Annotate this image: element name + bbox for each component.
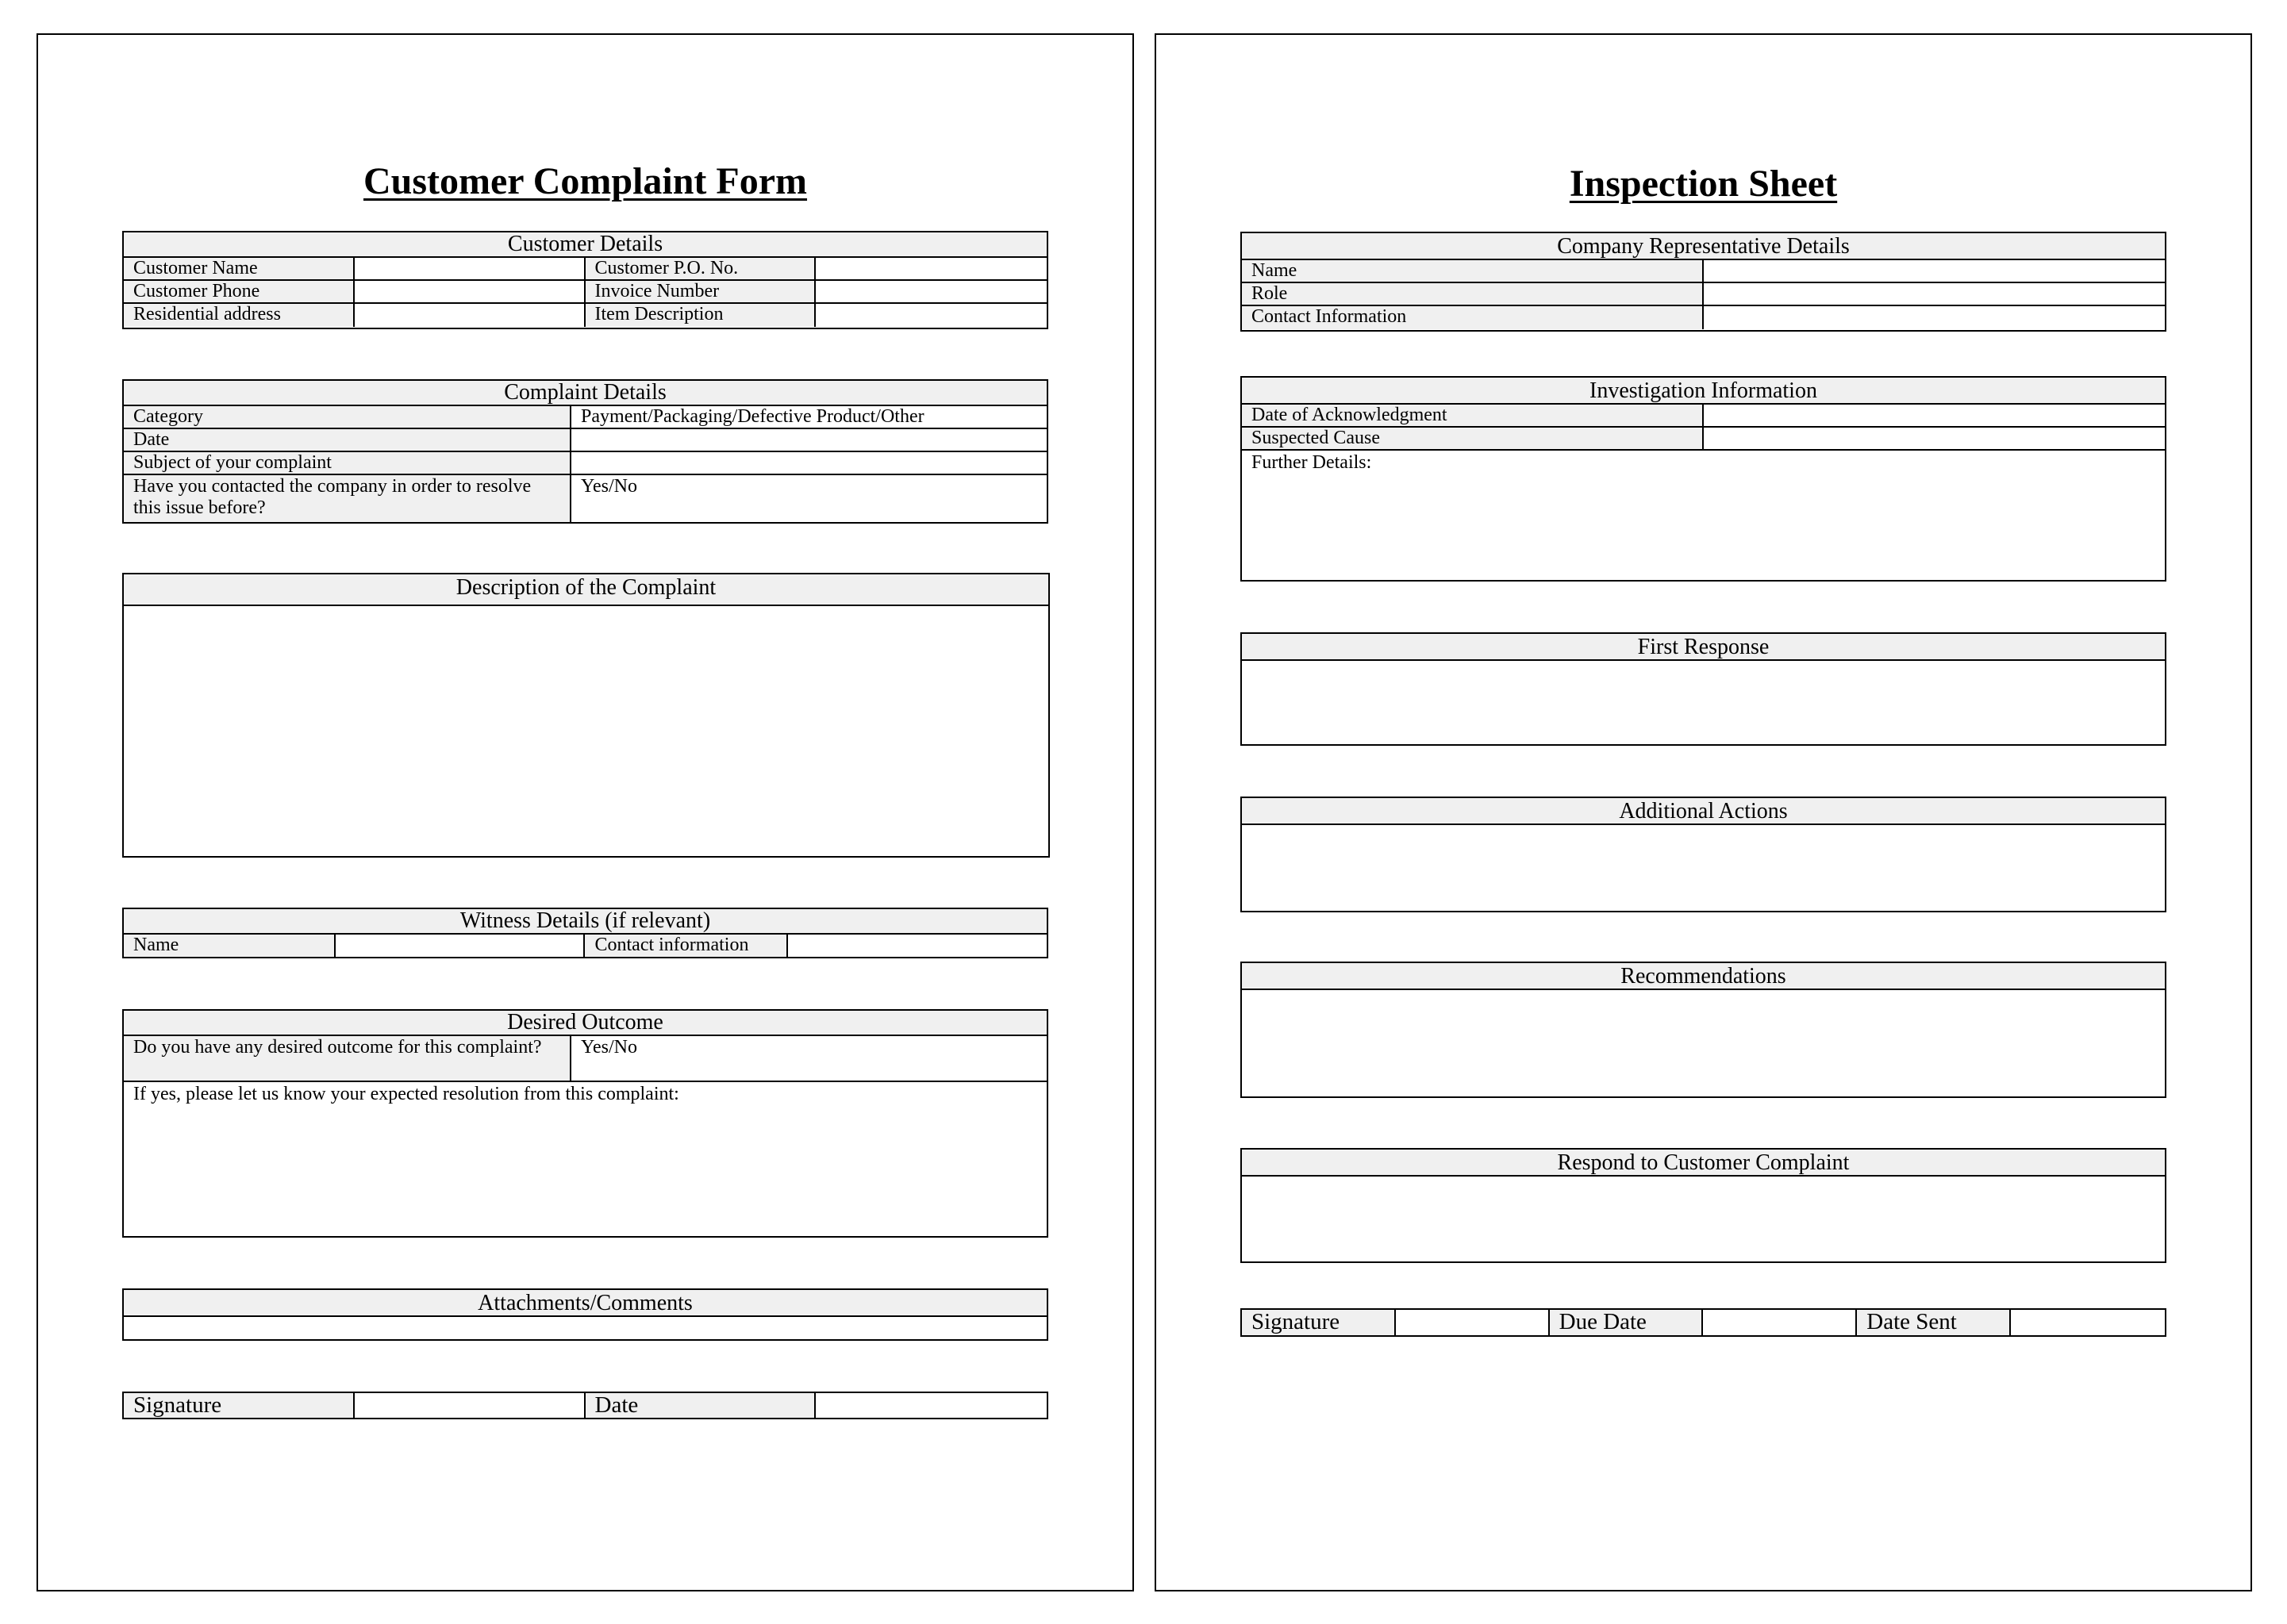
table-row <box>124 1393 1047 1418</box>
section-header: Customer Details <box>124 232 1047 258</box>
respond-section <box>1240 1148 2166 1263</box>
subject-field[interactable] <box>571 452 1047 474</box>
field-label: Customer P.O. No. <box>586 258 817 279</box>
customer-po-field[interactable] <box>816 258 1047 279</box>
section-header: Attachments/Comments <box>124 1290 1047 1317</box>
investigation-section <box>1240 376 2166 582</box>
description-field[interactable] <box>124 606 1048 856</box>
table-row <box>124 258 1047 281</box>
table-row <box>1242 1310 2165 1335</box>
table-row <box>124 281 1047 304</box>
field-label: Name <box>1242 260 1704 282</box>
table-row <box>124 452 1047 475</box>
due-date-field[interactable] <box>1703 1310 1857 1335</box>
witness-contact-field[interactable] <box>788 935 1047 957</box>
field-label: Residential address <box>124 304 355 327</box>
customer-phone-field[interactable] <box>355 281 586 302</box>
description-section <box>122 573 1050 858</box>
section-header: Description of the Complaint <box>124 574 1048 606</box>
rep-contact-field[interactable] <box>1704 306 2166 329</box>
field-label: Role <box>1242 283 1704 305</box>
attachments-section <box>122 1288 1048 1341</box>
section-header: Recommendations <box>1242 963 2165 990</box>
field-label: Contact Information <box>1242 306 1704 329</box>
table-row <box>1242 428 2165 451</box>
field-label: Signature <box>124 1393 355 1418</box>
desired-outcome-section <box>122 1009 1048 1238</box>
field-label: Customer Name <box>124 258 355 279</box>
witness-name-field[interactable] <box>336 935 585 957</box>
field-label: Contact information <box>585 935 788 957</box>
rep-role-field[interactable] <box>1704 283 2166 305</box>
table-row <box>1242 405 2165 428</box>
rep-name-field[interactable] <box>1704 260 2166 282</box>
section-header: Additional Actions <box>1242 798 2165 825</box>
table-row <box>124 429 1047 452</box>
section-header: Desired Outcome <box>124 1011 1047 1036</box>
contacted-before-field[interactable]: Yes/No <box>581 476 637 497</box>
acknowledgment-date-field[interactable] <box>1704 405 2166 426</box>
field-label: Have you contacted the company in order to resolve this issue before? <box>124 475 571 522</box>
table-row <box>1242 260 2165 283</box>
table-row <box>1242 306 2165 329</box>
table-row <box>124 475 1047 522</box>
section-header: Complaint Details <box>124 381 1047 406</box>
recommendations-section <box>1240 962 2166 1098</box>
customer-complaint-page <box>37 33 1134 1591</box>
field-label: Signature <box>1242 1310 1396 1335</box>
page-title: Customer Complaint Form <box>363 160 808 202</box>
item-description-field[interactable] <box>816 304 1047 327</box>
field-label: Date <box>586 1393 817 1418</box>
table-row <box>124 1036 1047 1082</box>
signature-field[interactable] <box>1396 1310 1550 1335</box>
company-rep-table <box>1240 232 2166 332</box>
complaint-details-table <box>122 379 1048 524</box>
recommendations-field[interactable] <box>1242 990 2165 1096</box>
customer-details-table <box>122 231 1048 329</box>
field-label: Date of Acknowledgment <box>1242 405 1704 426</box>
suspected-cause-field[interactable] <box>1704 428 2166 449</box>
date-field[interactable] <box>571 429 1047 451</box>
table-row <box>124 406 1047 429</box>
field-label: Suspected Cause <box>1242 428 1704 449</box>
signature-table <box>122 1392 1048 1419</box>
additional-actions-field[interactable] <box>1242 825 2165 911</box>
section-header: First Response <box>1242 634 2165 661</box>
signature-date-field[interactable] <box>816 1393 1047 1418</box>
section-header: Witness Details (if relevant) <box>124 909 1047 935</box>
field-label: Invoice Number <box>586 281 817 302</box>
witness-details-table <box>122 908 1048 958</box>
inspection-sheet-page <box>1155 33 2252 1591</box>
additional-actions-section <box>1240 797 2166 912</box>
customer-name-field[interactable] <box>355 258 586 279</box>
further-details-field[interactable]: Further Details: <box>1251 452 1372 473</box>
attachments-field[interactable] <box>124 1317 1047 1339</box>
table-row <box>1242 283 2165 306</box>
section-header: Investigation Information <box>1242 378 2165 405</box>
date-sent-field[interactable] <box>2011 1310 2165 1335</box>
field-label: Date <box>124 429 571 451</box>
desired-outcome-answer[interactable]: Yes/No <box>581 1037 637 1058</box>
field-label: Category <box>124 406 571 428</box>
field-label: Subject of your complaint <box>124 452 571 474</box>
section-header: Company Representative Details <box>1242 233 2165 260</box>
invoice-number-field[interactable] <box>816 281 1047 302</box>
expected-resolution-field[interactable]: If yes, please let us know your expected resolution from this complaint: <box>133 1084 679 1104</box>
field-label: Date Sent <box>1857 1310 2011 1335</box>
field-label: Item Description <box>586 304 817 327</box>
first-response-field[interactable] <box>1242 661 2165 744</box>
field-label: Customer Phone <box>124 281 355 302</box>
field-label: Name <box>124 935 336 957</box>
signature-field[interactable] <box>355 1393 586 1418</box>
first-response-section <box>1240 632 2166 746</box>
signature-table <box>1240 1308 2166 1337</box>
respond-field[interactable] <box>1242 1177 2165 1261</box>
table-row <box>124 304 1047 327</box>
page-title: Inspection Sheet <box>1569 163 1838 205</box>
table-row <box>124 935 1047 957</box>
residential-address-field[interactable] <box>355 304 586 327</box>
section-header: Respond to Customer Complaint <box>1242 1150 2165 1177</box>
field-label: Do you have any desired outcome for this complaint? <box>124 1036 571 1081</box>
category-field[interactable]: Payment/Packaging/Defective Product/Other <box>581 406 924 427</box>
field-label: Due Date <box>1550 1310 1704 1335</box>
